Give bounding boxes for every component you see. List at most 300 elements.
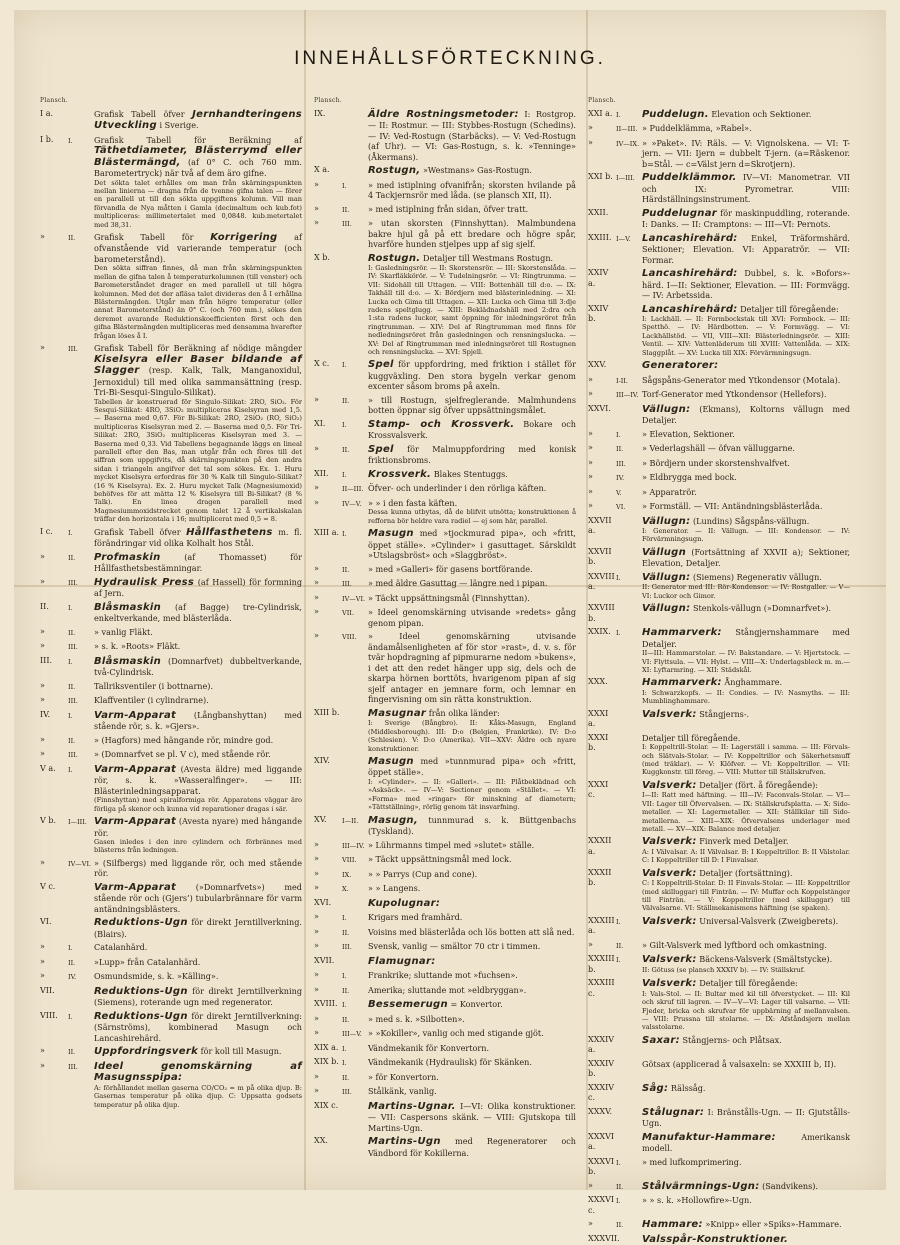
toc-entry	[588, 138, 850, 170]
toc-entry	[40, 552, 302, 574]
entry-heading: Lancashirehärd:	[642, 268, 738, 279]
figure-number: I.	[342, 420, 347, 429]
toc-entry	[40, 109, 302, 132]
entry-body	[94, 917, 302, 939]
figure-number: I.	[68, 136, 73, 145]
entry-heading: Valsverk:	[642, 779, 697, 791]
entry-heading: Hammarverk:	[642, 627, 722, 639]
entry-fine-print: I: Koppeltrill-Stolar. — II: Lagerställ i samma. — III: Förvals- och Slätvals-Stolar. — IV: Koppeltrillor och Säkerhetsmuff (med träklar). — V: Klöfver. — VI: Koppeltrillor. — VII: Kuggkonstr. till föreg. — VIII: Mutter till Ställskrufven.	[642, 743, 850, 777]
entry-heading: Ideel genomskärning af Masugnsspipa:	[94, 1060, 302, 1084]
toc-entry	[588, 375, 850, 387]
entry-description: » för Konvertorn.	[368, 1071, 439, 1082]
entry-body	[368, 578, 576, 590]
column-label: Plansch.	[588, 97, 617, 104]
toc-entry	[40, 957, 302, 969]
plate-number: »	[314, 970, 319, 980]
figure-number: I.	[68, 603, 73, 612]
entry-body	[368, 607, 576, 628]
plate-number: VIII.	[40, 1010, 58, 1020]
entry-description: Enkel, Träformshärd. Sektioner; Elevation. VI: Apparatrör. — VII: Formar.	[642, 232, 851, 265]
figure-number	[616, 268, 642, 301]
column-label: Plansch.	[314, 97, 343, 104]
figure-number: II.	[68, 736, 76, 745]
figure-number	[68, 882, 94, 915]
figure-number	[616, 1234, 642, 1245]
figure-number: II.	[68, 1048, 76, 1057]
toc-entry	[588, 1195, 850, 1216]
plate-number: VII.	[40, 985, 55, 995]
entry-description: för direkt Jerntillverkning: (Särnströms), kombinerad Masugn och Lancashirehärd.	[94, 1010, 302, 1043]
toc-column-3	[588, 96, 851, 1245]
figure-number: III.	[342, 943, 352, 952]
figure-number: III.	[68, 697, 78, 706]
entry-body	[94, 656, 302, 678]
figure-number: I.	[68, 711, 73, 720]
entry-description: I: Rostgrop. — II: Rostmur. — III: Stybbes-Rostugn (Schedins). — IV: Ved-Rostugn (Starbäcks). — V: Ved-Rostugn (af Uhr). — VI: Gas-Rostugn, s. k. »Tenninge» (Åkermans).	[368, 108, 576, 162]
toc-entry	[40, 1011, 302, 1044]
plate-number: XXVII b.	[588, 546, 612, 567]
entry-body	[642, 1219, 850, 1231]
toc-entry	[314, 970, 576, 982]
toc-entry	[314, 180, 576, 201]
entry-fine-print: I: Vals-Stol. — II: Bultar med kil till öfverstycket. — III: Kil och skruf till lagren. — IV—V—VI: Lager till valsarne. — VII: Fjeder, bricka och skrufvar för uppbärning af mellanvalsen. — VIII: Prussna till stolarne. — IX: Afståndsjern mellan valsstolarne.	[642, 989, 850, 1032]
figure-number: VIII.	[342, 856, 357, 865]
entry-body	[368, 109, 576, 163]
plate-number: V b.	[40, 816, 56, 825]
entry-fine-print: A: I Välvalsar. A: II Välvalsar. B: I Koppeltrillor. B: II Välstolar. C: I Koppeltriller till D: I Finvalsar.	[642, 847, 850, 865]
entry-description: Detaljer till föregående.	[642, 732, 741, 743]
entry-body	[642, 233, 850, 266]
entry-body	[94, 749, 302, 761]
entry-heading: Spel	[368, 443, 394, 455]
figure-number	[342, 708, 368, 753]
figure-number: III.	[68, 643, 78, 652]
entry-description: Stålkänk, vanlig.	[368, 1086, 437, 1097]
entry-description: » Apparatrör.	[642, 486, 697, 497]
plate-number: »	[588, 428, 593, 438]
entry-body	[368, 528, 576, 561]
plate-number: »	[40, 231, 45, 241]
entry-heading: Stålvärmnings-Ugn:	[642, 1180, 760, 1192]
figure-number: VII.	[342, 609, 354, 618]
entry-description: » Täckt uppsättningsmål (Finnshyttan).	[368, 592, 530, 603]
entry-description: »Westmans» Gas-Rostugn.	[422, 165, 532, 175]
toc-entry	[588, 1219, 850, 1231]
entry-body	[94, 695, 302, 707]
figure-number	[616, 208, 642, 230]
entry-description: för koll till Masugn.	[200, 1046, 282, 1057]
entry-description: Rälssåg.	[670, 1082, 706, 1093]
figure-number: I.	[616, 956, 621, 965]
page-title: INNEHÅLLSFÖRTECKNING.	[294, 48, 606, 69]
figure-number: I.	[342, 470, 347, 479]
entry-body	[368, 218, 576, 250]
toc-entry	[40, 816, 302, 855]
entry-heading: Martins-Ugn	[368, 1136, 441, 1148]
figure-number: III—IV.	[342, 841, 365, 850]
plate-number: »	[314, 941, 319, 951]
entry-body	[642, 1083, 850, 1104]
entry-heading: Valsspår-Konstruktioner.	[642, 1233, 789, 1245]
entry-heading: Spel	[368, 359, 394, 371]
entry-body	[642, 780, 850, 834]
entry-description: Blakes Stentuggs.	[433, 468, 508, 479]
toc-entry	[588, 443, 850, 455]
entry-heading: Äldre Rostningsmetoder:	[368, 108, 519, 120]
entry-fine-print: I: Sverige (Bångbro). II: Kåks-Masugn, England (Middlesborough). III: D:o (Belgien, Frankrike). IV: D:o (Schlesien). V: D:o (Amerika). VII—XXV: Äldre och nyare konstruktioner.	[368, 719, 576, 753]
plate-number: »	[314, 868, 319, 878]
entry-body	[368, 912, 576, 924]
plate-number: »	[588, 472, 593, 482]
entry-description: för direkt Jerntillverkning (Siemens), roterande ugn med regenerator.	[94, 985, 302, 1008]
entry-body	[94, 1011, 302, 1044]
toc-entry	[40, 681, 302, 693]
figure-number	[616, 516, 642, 544]
toc-entry	[314, 483, 576, 495]
plate-number: XXVI.	[588, 403, 611, 413]
plate-number: XXIV b.	[588, 303, 609, 323]
entry-description: (Ekmans), Koltorns vällugn med Detaljer.	[642, 403, 851, 426]
entry-description: Detaljer (fortsättning).	[699, 867, 793, 878]
figure-number: I—III.	[616, 174, 635, 182]
entry-body	[368, 444, 576, 466]
entry-description: af ofvanstående vid varierande temperatur (och barometerstånd).	[94, 231, 302, 264]
entry-description: Vändmekanik (Hydraulisk) för Skänken.	[368, 1057, 532, 1068]
entry-description: Universal-Valsverk (Zweigberets).	[699, 915, 839, 926]
entry-body	[368, 999, 576, 1011]
entry-fine-print: Den sökta siffran finnes, då man från skärningspunkten mellan de gifna talen å temperaturkolumnen (till venster) och Barometerståndet drager en med parallell ut till högra kolumnen. Med det der afläsa talet divideras den å I erhållna Blästermängden. Utgår man från högre temperatur (eller annat Barometerstånd) än 0° C. (och 760 mm.), sökes den deremot avarande Reduktionskoefficienten först och den gifna Blästermängden multipliceras med densamma hvarefter frågan löses å I.	[94, 264, 302, 340]
figure-number: I.	[68, 657, 73, 666]
figure-number	[616, 733, 642, 777]
plate-number: XXX.	[588, 677, 608, 687]
entry-prefix: Grafisk Tabell öfver	[94, 526, 181, 537]
plate-number: »	[314, 883, 319, 893]
fold-line	[304, 10, 306, 1190]
entry-heading: Blåsmaskin	[94, 601, 162, 613]
figure-number: III.	[342, 580, 352, 589]
entry-heading: Vällugn	[642, 546, 687, 558]
entry-prefix: Grafisk Tabell för Beräkning af nödige mängder	[94, 343, 302, 354]
entry-body	[642, 978, 850, 1032]
entry-description: för direkt Jerntillverkning. (Blairs).	[94, 917, 302, 939]
toc-entry	[314, 927, 576, 939]
entry-body	[94, 735, 302, 747]
figure-number: II.	[342, 928, 350, 937]
entry-heading: Bessemerugn	[368, 999, 448, 1011]
plate-number: »	[40, 1060, 45, 1070]
entry-description: från olika länder:	[428, 707, 500, 718]
entry-body	[368, 469, 576, 481]
entry-heading: Masugn	[368, 755, 414, 767]
toc-entry	[314, 941, 576, 953]
entry-heading: Kiselsyra eller Baser bildande af Slagger	[94, 353, 302, 377]
entry-body	[642, 1132, 850, 1154]
figure-number	[616, 1132, 642, 1154]
entry-description: » Ideel genomskärning utvisande ändamålsenligheten af för stor »rast», d. v. s. för tvär hopdragning af pipmurarne nedom »bukens», i det att den redet hänger upp sig, dels och de skarpa hörnen borttöts, hvarigenom pipan af sig sjelf antager en jemnare form, och lemnar en fingervisning om sin rätta konstruktion.	[368, 631, 576, 705]
entry-body	[94, 627, 302, 639]
figure-number	[616, 868, 642, 913]
entry-description: (»Domnarfvets») med stående rör och (Gjers’) tubularbrännare för varm antändningsblästers.	[94, 881, 302, 914]
figure-number: IV.	[68, 973, 77, 982]
entry-description: med Regeneratorer och Vändbord för Kokillerna.	[368, 1136, 576, 1158]
plate-number: »	[314, 631, 319, 641]
entry-heading: Korrigering	[210, 231, 278, 243]
figure-number: I.	[68, 765, 73, 774]
entry-body	[642, 172, 850, 205]
figure-number: I.	[342, 530, 347, 539]
entry-description: (Avesta äldre) med liggande rör, s. k. »Wasseralfinger». — III: Blästerinledningsapparat.	[94, 763, 302, 796]
entry-description: Stångjerns- och Plåtsax.	[682, 1034, 782, 1045]
toc-entry	[588, 1157, 850, 1178]
toc-entry	[40, 917, 302, 939]
entry-body	[94, 681, 302, 693]
toc-entry	[314, 564, 576, 576]
entry-body	[642, 627, 850, 674]
entry-body	[642, 547, 850, 569]
entry-fine-print: Tabellen är konstruerad för Singulo-Silikat: 2RO, SiO₂. För Sesqui-Silikat: 4RO, 3SiO₂ multipliceras Kiselsyran med 1,5. — Baserna med 0,67. För Bi-Silikat: 2RO, 2SiO₂ (RO, SiO₂) multipliceras Kiselsyran med 2. — Baserna med 0,5. För Tri-Silikat: 2RO, 3SiO₂ multipliceras Kiselsyran med 3. — Baserna med 0,33. Vid Tabellens begagnande läggs en lineal parallell efter den Bas, man utgår från och föres till det siffran som uppgifvits, då skärningspunkten på den andra sidan i triangeln angifver det tal som sökes. Ex. 1. Huru mycket Kiselsyra erfordras för 30 % Kalk till Singulo-Silikat? (16 % Kiselsyra). Ex. 2. Huru mycket Talk (Magnesiumoxid) behöfves för att mätta 12 % Kiselsyra till Bi-Silikat? (8 % Talk). En linea dragen parallell med Magnesiummoxidstrecket genom talet 12 å vertikalskalan träffar den horizontala i 16; multiplicerat med 0,5 = 8.	[94, 397, 302, 524]
entry-description: för Malmuppfordring med konisk friktionsbroms.	[368, 443, 576, 466]
entry-body	[642, 429, 850, 441]
toc-entry	[588, 627, 850, 674]
entry-heading: Generatorer:	[642, 360, 719, 372]
entry-description: » Formställ. — VII: Antändningsblästerlåda.	[642, 501, 823, 512]
figure-number: I.	[342, 361, 347, 370]
toc-entry	[314, 578, 576, 590]
toc-entry	[588, 1234, 850, 1245]
entry-body	[368, 756, 576, 812]
entry-description: Torf-Generator med Ytkondensor (Hellefors).	[642, 389, 827, 400]
toc-entry	[40, 656, 302, 678]
plate-number: »	[588, 457, 593, 467]
figure-number: IV.	[616, 474, 625, 483]
plate-number: »	[40, 1046, 45, 1056]
entry-body	[642, 733, 850, 777]
toc-entry	[314, 708, 576, 753]
plate-number: »	[588, 501, 593, 511]
entry-heading: Vällugn:	[642, 603, 691, 615]
toc-entry	[588, 172, 850, 205]
entry-description: » »Paket». IV: Räls. — V: Vignolskena. — VI: T-jern. — VII: Ijern = dubbelt T-jern. (a=Räskenor. b=Stål. — c=Välst jern d=Skrotjern).	[642, 137, 850, 169]
plate-number: »	[314, 607, 319, 617]
toc-entry	[314, 1057, 576, 1069]
toc-entry	[588, 123, 850, 135]
entry-heading: Puddelklämmor.	[642, 172, 737, 183]
toc-entry	[314, 999, 576, 1011]
entry-body	[368, 564, 576, 576]
toc-entry	[314, 607, 576, 628]
figure-number: III.	[616, 459, 626, 468]
entry-description: Tallriksventiler (i bottnarne).	[94, 680, 214, 691]
figure-number: III.	[68, 751, 78, 760]
figure-number: I.	[342, 1001, 347, 1010]
plate-number: XIV.	[314, 755, 330, 765]
entry-description: (af Thomasset) för Hållfasthetsbestämningar.	[94, 551, 302, 574]
figure-number	[616, 1107, 642, 1129]
plate-number: X a.	[314, 165, 330, 174]
plate-number: »	[314, 179, 319, 189]
toc-entry	[588, 1035, 850, 1056]
entry-body	[368, 593, 576, 605]
figure-number: II.	[342, 445, 350, 454]
figure-number: II.	[616, 445, 624, 454]
entry-description: » med lufkomprimering.	[642, 1156, 742, 1167]
entry-heading: Varm-Apparat	[94, 709, 177, 721]
plate-number: XXXIII b.	[588, 954, 615, 974]
toc-entry	[314, 253, 576, 357]
entry-body	[94, 109, 302, 132]
toc-entry	[314, 869, 576, 881]
plate-number: »	[314, 839, 319, 849]
figure-number: I.	[616, 1197, 621, 1206]
toc-entry	[314, 1072, 576, 1084]
entry-description: m. fl. förändringar vid olika Kolhalt hos Stål.	[94, 526, 303, 549]
entry-heading: Rostugn,	[368, 165, 421, 176]
entry-heading: Kupolugnar:	[368, 897, 441, 909]
entry-prefix: Grafisk Tabell för	[94, 231, 194, 242]
entry-body	[368, 1043, 576, 1055]
toc-entry	[40, 135, 302, 229]
toc-entry	[314, 1043, 576, 1055]
entry-body	[368, 483, 576, 495]
toc-entry	[40, 735, 302, 747]
toc-entry	[314, 469, 576, 481]
plate-number: »	[588, 137, 593, 147]
figure-number: I.	[616, 1158, 621, 1167]
plate-number: IX.	[314, 108, 326, 118]
entry-description: Bäckens-Valsverk (Smältstycke).	[699, 954, 833, 965]
entry-description: » s. k. »Roots» Fläkt.	[94, 641, 181, 652]
figure-number	[342, 956, 368, 968]
plate-number: XXIX.	[588, 627, 611, 637]
plate-number: »	[314, 592, 319, 602]
figure-number: II.	[342, 986, 350, 995]
toc-entry	[314, 1086, 576, 1098]
plate-number: »	[40, 956, 45, 966]
toc-entry	[588, 978, 850, 1032]
figure-number: I.	[616, 430, 621, 439]
entry-description: » Eldbrygga med bock.	[642, 472, 737, 483]
entry-description: Stångjerns-.	[699, 708, 750, 719]
entry-description: » (Hagfors) med hängande rör, mindre god.	[94, 734, 274, 745]
figure-number	[616, 1035, 642, 1056]
entry-heading: Stamp- och Krossverk.	[368, 418, 515, 430]
toc-entry	[314, 956, 576, 968]
figure-number: III.	[342, 220, 352, 228]
entry-body	[368, 1101, 576, 1134]
toc-entry	[588, 404, 850, 426]
plate-number: XXXVI a.	[588, 1131, 615, 1152]
plate-number: »	[314, 483, 319, 493]
entry-body	[642, 572, 850, 600]
plate-number: XV.	[314, 814, 327, 824]
entry-body	[94, 135, 302, 229]
entry-fine-print: I: Generator. — II: Vällugn. — III: Kondensor. — IV: Förvärmningsugn.	[642, 527, 850, 544]
entry-heading: Reduktions-Ugn	[94, 1010, 188, 1022]
toc-entry	[588, 429, 850, 441]
toc-entry	[314, 528, 576, 561]
entry-description: (Lundins) Sågspåns-vällugn.	[692, 515, 810, 526]
toc-entry	[40, 1046, 302, 1058]
toc-entry	[314, 631, 576, 705]
plate-number: XI.	[314, 418, 326, 428]
figure-number	[616, 360, 642, 372]
entry-heading: Täthetdiameter, Blästerrymd eller Blästermängd,	[94, 145, 302, 168]
entry-description: (af Bagge) tre-Cylindrisk, enkeltverkande, med blästerlåda.	[94, 601, 303, 624]
figure-number: VIII.	[342, 633, 357, 642]
entry-description: Sågspåns-Generator med Ytkondensor (Motala).	[642, 374, 841, 385]
entry-description: Elevation och Sektioner.	[711, 108, 812, 119]
plate-number: »	[588, 1219, 593, 1229]
plate-number: XVIII.	[314, 999, 338, 1009]
entry-description: = Konvertor.	[450, 999, 503, 1010]
entry-body	[642, 458, 850, 470]
plate-number: »	[588, 939, 593, 949]
entry-body	[642, 868, 850, 913]
toc-entry	[40, 986, 302, 1008]
entry-body	[368, 869, 576, 881]
toc-entry	[314, 109, 576, 163]
figure-number: I—III.	[68, 818, 87, 826]
plate-number: V a.	[40, 763, 56, 773]
plate-number: »	[40, 695, 45, 705]
toc-entry	[588, 472, 850, 484]
plate-number: X c.	[314, 359, 330, 369]
figure-number: II.	[616, 1221, 624, 1230]
column-label: Plansch.	[40, 97, 69, 104]
entry-body	[94, 986, 302, 1008]
entry-description: » Bördjern under skorstenshvalfvet.	[642, 457, 790, 468]
entry-description: Stenkols-vällugn (»Domnarfvet»).	[692, 603, 832, 614]
entry-body	[368, 359, 576, 392]
toc-entry	[314, 883, 576, 895]
plate-number: »	[314, 563, 319, 573]
toc-entry	[314, 1101, 576, 1134]
entry-description: Krigars med framhärd.	[368, 912, 463, 923]
toc-entry	[314, 1136, 576, 1158]
entry-description: » med istiplning från sidan, öfver tratt.	[368, 203, 529, 214]
plate-number: XIII b.	[314, 707, 340, 717]
entry-body	[368, 1057, 576, 1069]
plate-number: »	[314, 578, 319, 588]
entry-description: » Elevation, Sektioner.	[642, 428, 735, 439]
entry-description: » till Rostugn, sjelfreglerande. Malmhundens botten öppnar sig öfver uppsättningsmålet.	[368, 394, 576, 416]
entry-description: »Lupp» från Catalanhärd.	[94, 956, 201, 967]
toc-entry	[588, 954, 850, 975]
figure-number	[616, 709, 642, 730]
toc-entry	[40, 343, 302, 524]
entry-description: » Lührmanns timpel med »slutet» ställe.	[368, 839, 535, 850]
entry-heading: Puddelugn.	[642, 108, 709, 120]
entry-fine-print: II: Götuss (se plansch XXXIV b). — IV: Ställskruf.	[642, 965, 806, 974]
entry-heading: Reduktions-Ugn	[94, 985, 188, 997]
entry-fine-print: II—III: Hammarstolar. — IV: Bakstandare. — V: Hjertstock. — VI: Flyttsula. — VII: Hylst. — VIII—X: Underlagsbleck m. m.—XI: Lyftarmring. — XII: Städskål.	[642, 649, 850, 674]
entry-heading: Puddelugnar	[642, 207, 717, 219]
toc-entry	[588, 1107, 850, 1129]
entry-body	[642, 404, 850, 426]
entry-heading: Reduktions-Ugn	[94, 917, 188, 929]
plate-number: »	[40, 551, 45, 561]
entry-description: » (Silfbergs) med liggande rör, och med stående rör.	[94, 857, 302, 879]
figure-number: I.	[342, 1059, 347, 1068]
figure-number: III.	[68, 578, 78, 587]
entry-description: » »Kokiller», vanlig och med stigande gjöt.	[368, 1028, 544, 1039]
figure-number	[616, 677, 642, 705]
entry-body	[94, 641, 302, 653]
toc-entry	[314, 359, 576, 392]
entry-heading: Hammarverk:	[642, 677, 722, 689]
plate-number: XIII a.	[314, 528, 340, 538]
entry-fine-print: (Finnshyttan) med spiralformiga rör. Apparatens väggar äro förliga på skenor och kunna vid reparationer dragas i sär.	[94, 796, 302, 813]
